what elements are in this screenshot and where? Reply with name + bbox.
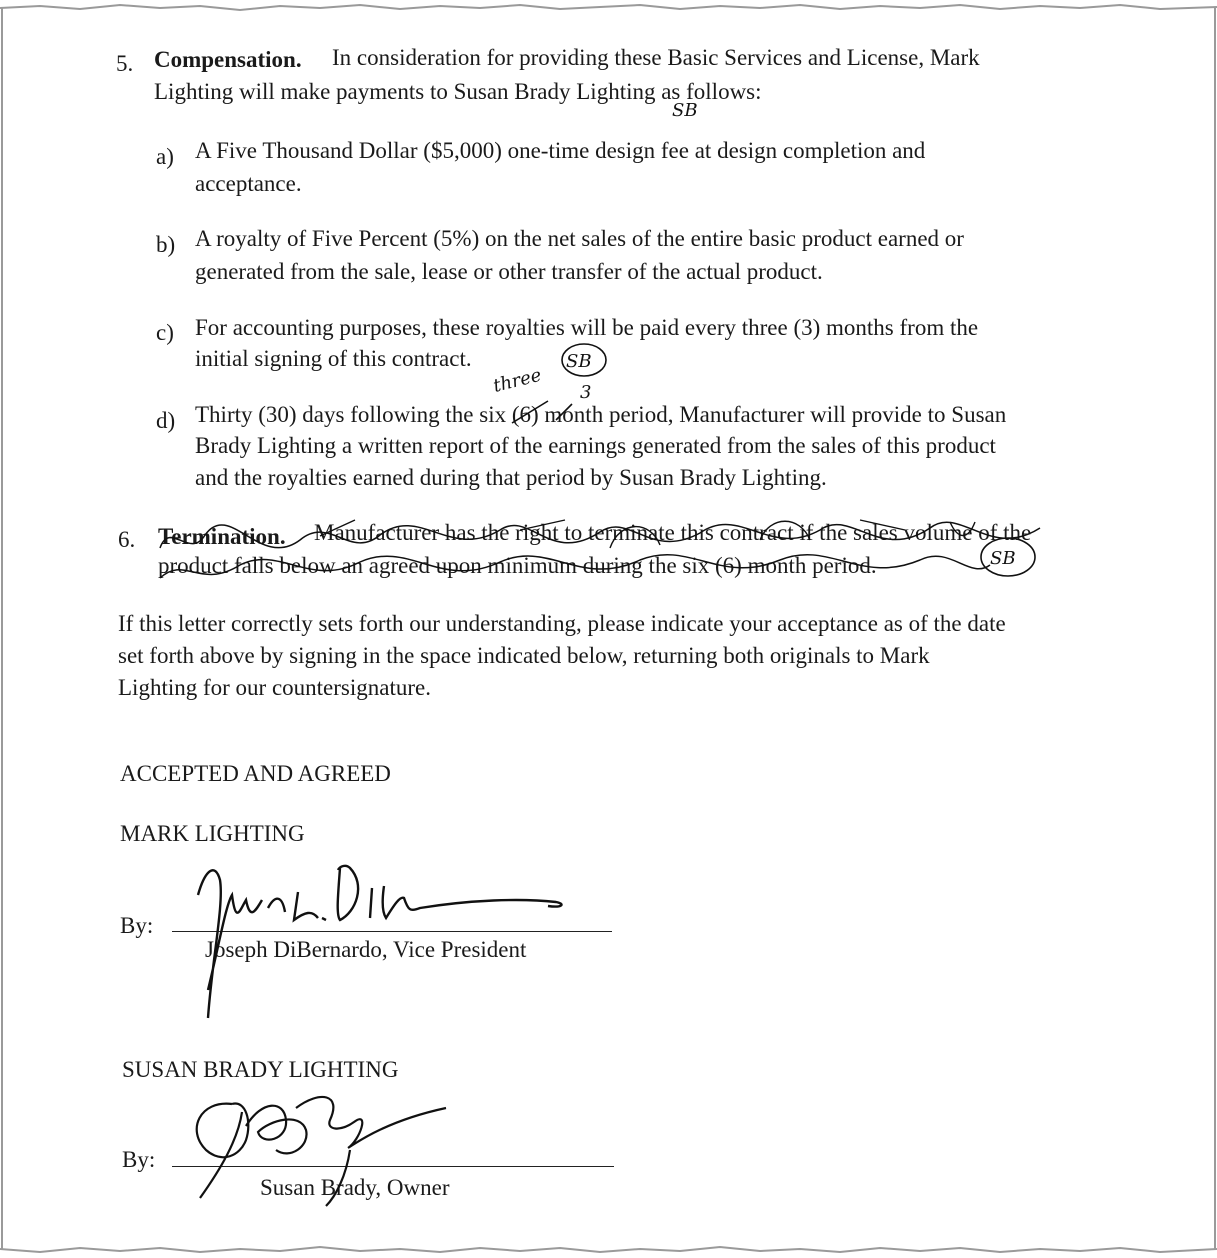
item-c-line-1: For accounting purposes, these royalties will be paid every three (3) months from the [195,315,979,340]
item-b-line-2: generated from the sale, lease or other transfer of the actual product. [195,259,823,284]
party-1-signature-line [172,931,612,932]
item-a-line-2: acceptance. [195,171,302,196]
initials-mark-1: SB [672,100,698,121]
page-border-right [1214,8,1216,1250]
section-5-line-2: Lighting will make payments to Susan Brady Lighting as follows: [154,79,762,104]
item-c-label: c) [156,320,174,345]
initials-circle-1 [562,344,606,376]
party-1-by-label: By: [120,913,154,938]
section-6-number: 6. [118,527,136,552]
section-6-heading: Termination. [158,524,286,549]
item-b-label: b) [156,232,176,257]
item-c-line-2: initial signing of this contract. [195,346,472,371]
party-1-name: MARK LIGHTING [120,821,305,846]
closing-line-1: If this letter correctly sets forth our understanding, please indicate your acceptance as of the date [118,611,1006,636]
item-a-line-1: A Five Thousand Dollar ($5,000) one-time design fee at design completion and [195,138,926,163]
item-b-line-1: A royalty of Five Percent (5%) on the net sales of the entire basic product earned or [195,226,964,251]
item-d-line-2: Brady Lighting a written report of the earnings generated from the sales of this product [195,433,996,458]
initials-mark-2: SB [566,351,592,372]
torn-edge-bottom [0,1242,1217,1258]
party-2-name: SUSAN BRADY LIGHTING [122,1057,399,1082]
item-d-line-1: Thirty (30) days following the six (6) month period, Manufacturer will provide to Susan [195,402,1007,427]
correction-digit: 3 [580,382,592,403]
party-2-signature-line [172,1166,614,1167]
initials-mark-3: SB [990,548,1016,569]
torn-edge-top [0,0,1217,16]
closing-line-2: set forth above by signing in the space indicated below, returning both originals to Mark [118,643,930,668]
section-5-heading: Compensation. [154,47,302,72]
party-2-signatory: Susan Brady, Owner [260,1175,450,1200]
section-6-line-1: Manufacturer has the right to terminate this contract if the sales volume of the [314,520,1032,545]
item-a-label: a) [156,144,174,169]
closing-line-3: Lighting for our countersignature. [118,675,431,700]
item-d-label: d) [156,408,176,433]
party-1-signatory: Joseph DiBernardo, Vice President [205,937,527,962]
section-6-line-2: product falls below an agreed upon minimum during the six (6) month period. [158,553,877,578]
accepted-heading: ACCEPTED AND AGREED [120,761,391,786]
section-5-line-1: In consideration for providing these Basic Services and License, Mark [332,45,980,70]
party-2-by-label: By: [122,1147,156,1172]
correction-word: three [491,364,544,397]
section-5-number: 5. [116,51,134,76]
item-d-line-3: and the royalties earned during that period by Susan Brady Lighting. [195,465,827,490]
page-border-left [1,8,3,1250]
